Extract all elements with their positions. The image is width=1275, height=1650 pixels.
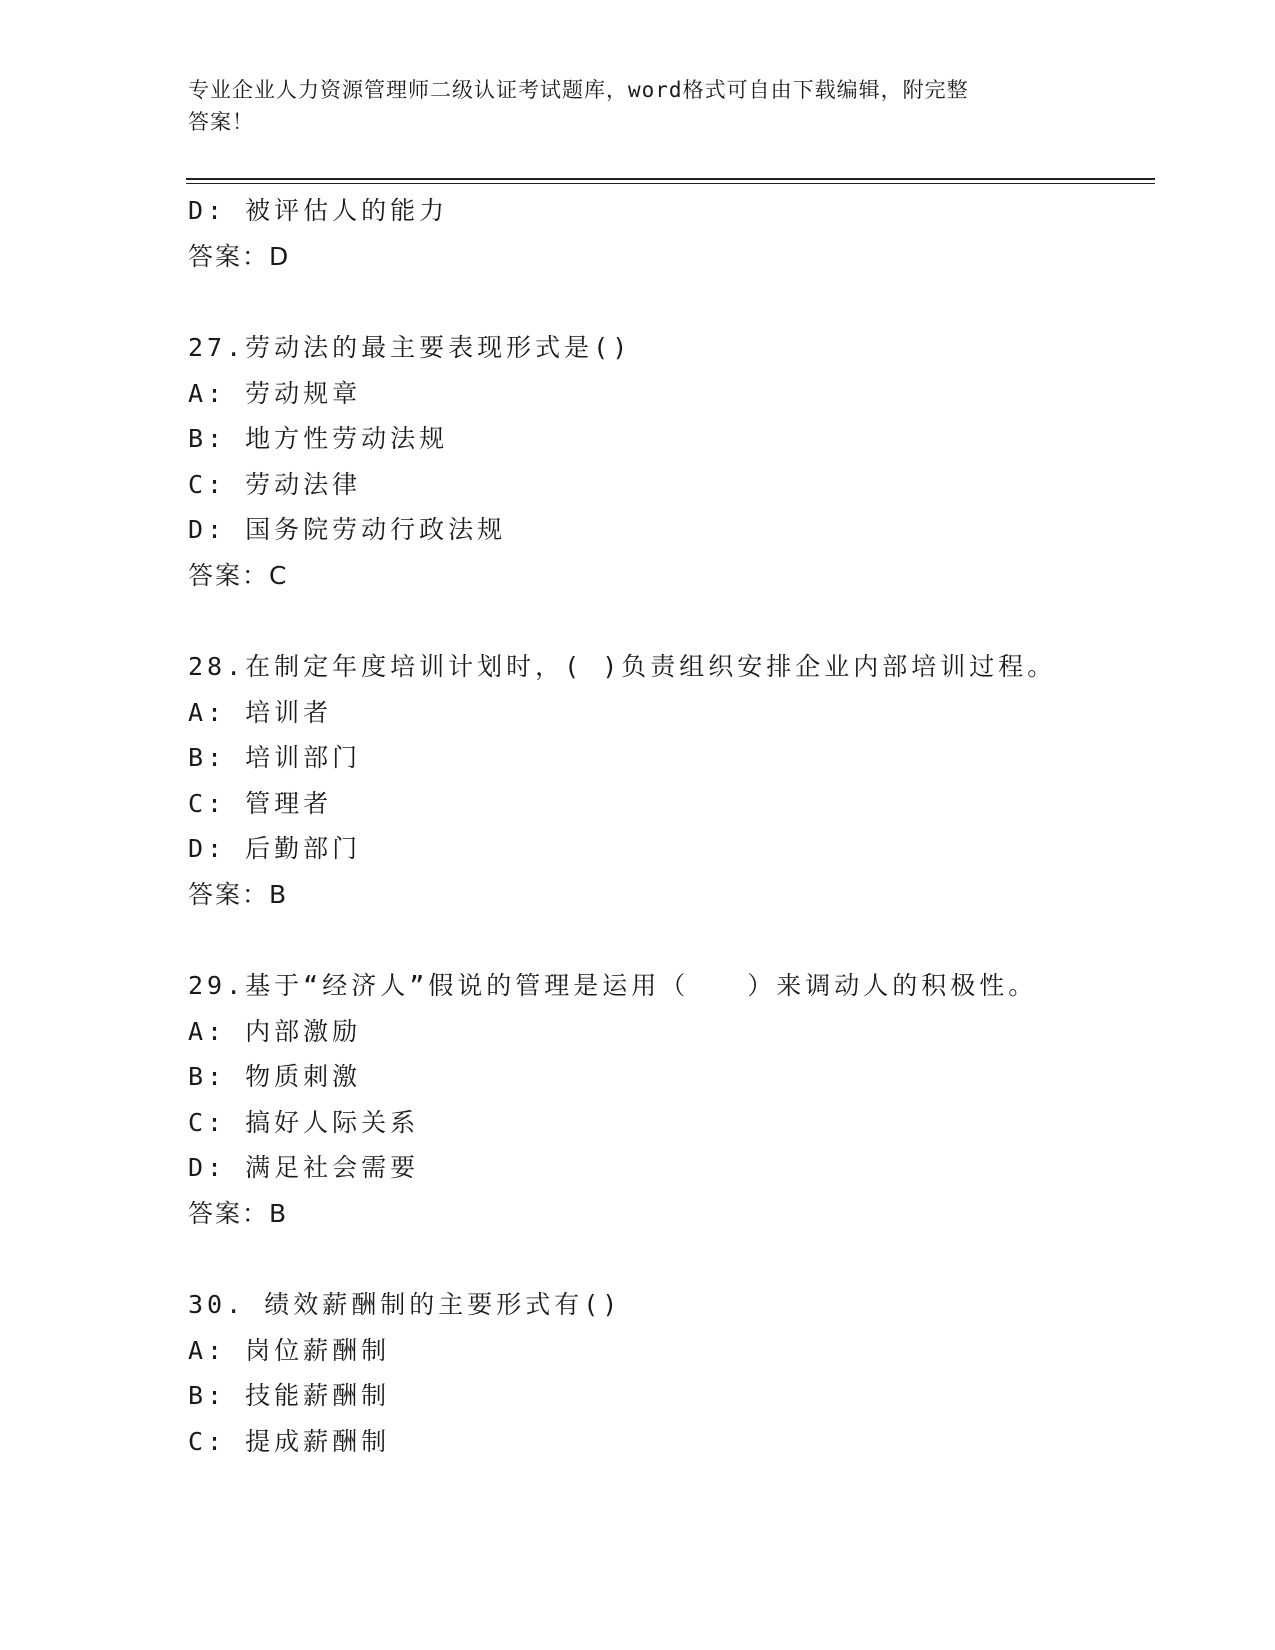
option-a: A: 内部激励 <box>188 1016 362 1046</box>
option-d: D: 国务院劳动行政法规 <box>188 515 507 544</box>
answer-line: 答案：B <box>188 879 289 909</box>
option-b: B: 物质刺激 <box>188 1062 362 1091</box>
question-text: 27.劳动法的最主要表现形式是() <box>188 333 632 362</box>
answer-line: 答案：B <box>188 1198 289 1228</box>
header-intro-line-1: 专业企业人力资源管理师二级认证考试题库，word格式可自由下载编辑，附完整 <box>188 78 969 102</box>
option-c: C: 管理者 <box>188 788 333 818</box>
question-text: 28.在制定年度培训计划时，( )负责组织安排企业内部培训过程。 <box>188 652 1057 681</box>
spacer <box>188 598 1148 644</box>
option-c: C: 提成薪酬制 <box>188 1426 391 1456</box>
header-rule-thick <box>186 178 1155 180</box>
question-block-28 <box>188 644 1148 917</box>
option-c: C: 搞好人际关系 <box>188 1107 420 1137</box>
spacer <box>188 279 1148 325</box>
answer-line: 答案：C <box>188 560 289 590</box>
option-b: B: 地方性劳动法规 <box>188 424 449 453</box>
option-d: D: 后勤部门 <box>188 834 362 863</box>
option-d: D: 满足社会需要 <box>188 1153 420 1182</box>
header-rule-thin <box>186 183 1155 184</box>
option-a: A: 培训者 <box>188 697 333 727</box>
question-block-prev <box>188 188 1148 279</box>
option-c: C: 劳动法律 <box>188 469 362 499</box>
question-list <box>188 188 1148 1464</box>
spacer <box>188 917 1148 963</box>
option-a: A: 劳动规章 <box>188 378 362 408</box>
question-text: 29.基于“经济人”假说的管理是运用（ ）来调动人的积极性。 <box>188 971 1038 1000</box>
option-b: B: 技能薪酬制 <box>188 1381 391 1410</box>
question-text: 30. 绩效薪酬制的主要形式有() <box>188 1290 622 1319</box>
header-intro-line-2: 答案！ <box>188 110 254 134</box>
option-d: D: 被评估人的能力 <box>188 196 449 225</box>
document-header <box>188 74 1088 138</box>
answer-line: 答案：D <box>188 241 291 271</box>
spacer <box>188 1236 1148 1282</box>
question-block-30 <box>188 1282 1148 1464</box>
option-b: B: 培训部门 <box>188 743 362 772</box>
option-a: A: 岗位薪酬制 <box>188 1335 391 1365</box>
question-block-27 <box>188 325 1148 598</box>
question-block-29 <box>188 963 1148 1236</box>
